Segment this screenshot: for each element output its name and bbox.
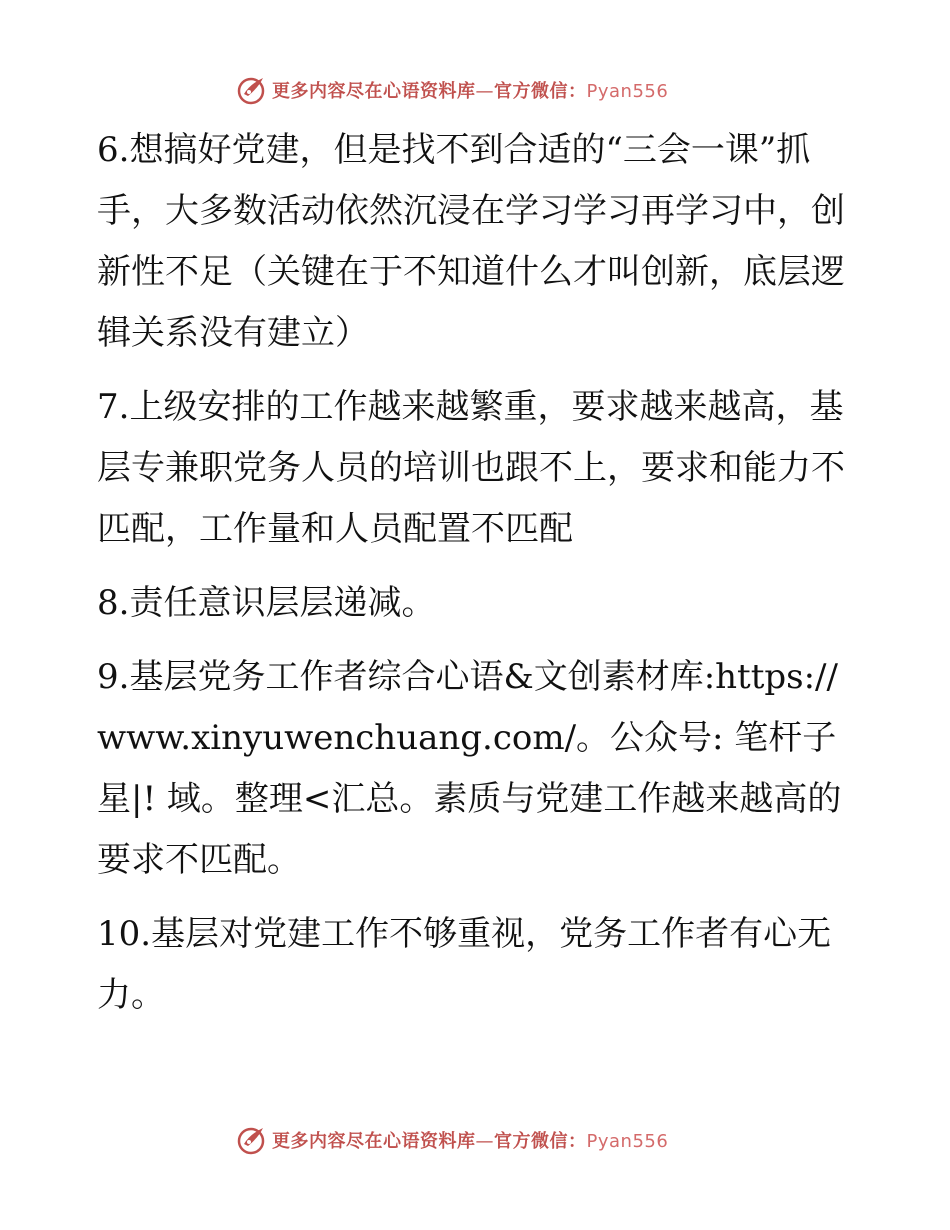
header-banner-text [272,77,668,103]
footer-banner-wechat-id: Pyan556 [586,1131,669,1152]
header-banner-wechat-id: Pyan556 [586,81,669,102]
paragraph-item-7: 7.上级安排的工作越来越繁重，要求越来越高，基层专兼职党务人员的培训也跟不上，要求和能力不匹配，工作量和人员配置不匹配 [97,387,845,549]
paragraph-item-10: 10.基层对党建工作不够重视，党务工作者有心无力。 [97,914,832,1015]
paragraph-item-9: 9.基层党务工作者综合心语&文创素材库:https://www.xinyuwenchuang.com/。公众号: 笔杆子星|! 域。整理<汇总。素质与党建工作越来越高的要求不匹配。 [97,657,842,880]
pen-nib-logo-icon [236,1124,268,1156]
pen-nib-logo-icon [236,74,268,106]
footer-banner-text [272,1127,668,1153]
header-banner-official: 官方微信： [494,81,587,102]
paragraph-item-6: 6.想搞好党建，但是找不到合适的“三会一课”抓手，大多数活动依然沉浸在学习学习再学习中，创新性不足（关键在于不知道什么才叫创新，底层逻辑关系没有建立） [97,130,845,353]
paragraph-item-8: 8.责任意识层层递减。 [97,583,436,623]
header-banner [236,73,668,107]
footer-banner-separator: — [475,1131,494,1152]
document-body [97,120,857,1039]
header-banner-title: 更多内容尽在心语资料库 [272,81,476,102]
footer-banner-official: 官方微信： [494,1131,587,1152]
header-banner-separator: — [475,81,494,102]
footer-banner-title: 更多内容尽在心语资料库 [272,1131,476,1152]
footer-banner [236,1123,668,1157]
